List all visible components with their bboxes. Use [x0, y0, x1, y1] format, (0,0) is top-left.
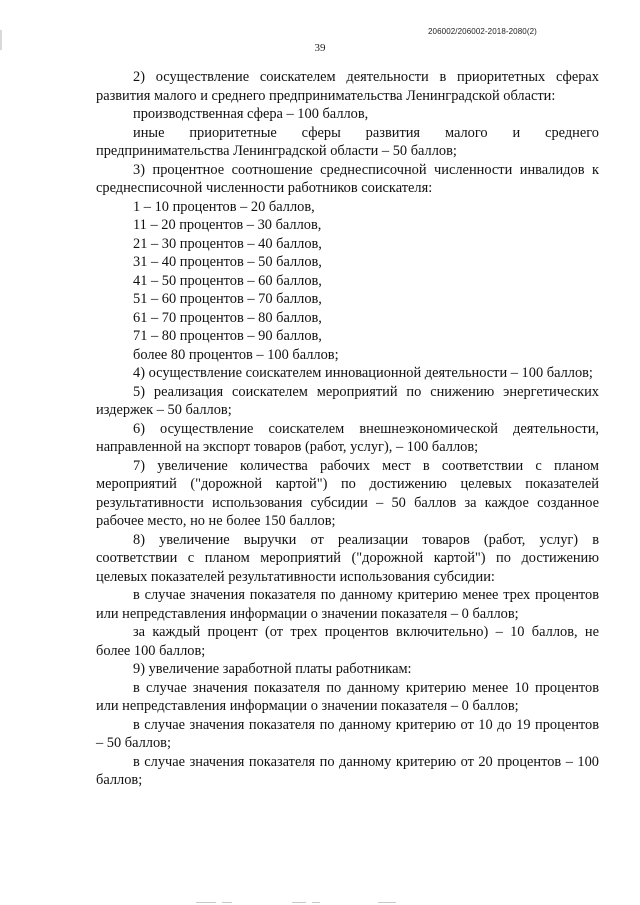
- paragraph: в случае значения показателя по данному критерию менее трех процентов или непредставления информации о значении показателя – 0 баллов;: [96, 587, 599, 622]
- paragraph: 71 – 80 процентов – 90 баллов,: [133, 328, 322, 344]
- paragraph: 41 – 50 процентов – 60 баллов,: [133, 272, 322, 289]
- paragraph: в случае значения показателя по данному критерию менее 10 процентов или непредставления информации о значении показателя – 0 баллов;: [96, 679, 599, 714]
- paragraph: 6) осуществление соискателем внешнеэкономической деятельности, направленной на экспорт товаров (работ, услуг), – 100 баллов;: [96, 420, 599, 455]
- document-body: [96, 68, 599, 790]
- paragraph: 1 – 10 процентов – 20 баллов,: [133, 198, 315, 215]
- paragraph: 31 – 40 процентов – 50 баллов,: [133, 254, 322, 270]
- paragraph: 21 – 30 процентов – 40 баллов,: [133, 235, 322, 252]
- paragraph: 8) увеличение выручки от реализации товаров (работ, услуг) в соответствии с планом мероприятий ("дорожной картой") по достижению целевых показателей результативности использования субсидии:: [96, 531, 599, 585]
- paragraph: 3) процентное соотношение среднесписочной численности инвалидов к среднесписочной численности работников соискателя:: [96, 161, 599, 196]
- paragraph: производственная сфера – 100 баллов,: [133, 106, 369, 122]
- paragraph: 61 – 70 процентов – 80 баллов,: [133, 309, 322, 326]
- paragraph: 9) увеличение заработной платы работникам:: [133, 661, 412, 677]
- paragraph: 11 – 20 процентов – 30 баллов,: [133, 217, 322, 233]
- paragraph: 5) реализация соискателем мероприятий по снижению энергетических издержек – 50 баллов;: [96, 383, 599, 418]
- document-code: 206002/206002-2018-2080(2): [428, 27, 537, 36]
- scan-bottom-marks: [0, 900, 640, 903]
- paragraph: 4) осуществление соискателем инновационной деятельности – 100 баллов;: [133, 365, 593, 381]
- paragraph: за каждый процент (от трех процентов включительно) – 10 баллов, не более 100 баллов;: [96, 624, 599, 659]
- page-number: 39: [314, 42, 326, 54]
- paragraph: в случае значения показателя по данному критерию от 20 процентов – 100 баллов;: [96, 753, 599, 788]
- paragraph: 7) увеличение количества рабочих мест в соответствии с планом мероприятий ("дорожной картой") по достижению целевых показателей результативности использования субсидии – 50 баллов за каждое созданное рабочее место, но не более 150 баллов;: [96, 457, 599, 529]
- paragraph: 2) осуществление соискателем деятельности в приоритетных сферах развития малого и среднего предпринимательства Ленинградской области:: [96, 69, 599, 104]
- paragraph: 51 – 60 процентов – 70 баллов,: [133, 291, 322, 307]
- paragraph: в случае значения показателя по данному критерию от 10 до 19 процентов – 50 баллов;: [96, 716, 599, 751]
- paragraph: более 80 процентов – 100 баллов;: [133, 346, 339, 363]
- paragraph: иные приоритетные сферы развития малого и среднего предпринимательства Ленинградской области – 50 баллов;: [96, 124, 599, 159]
